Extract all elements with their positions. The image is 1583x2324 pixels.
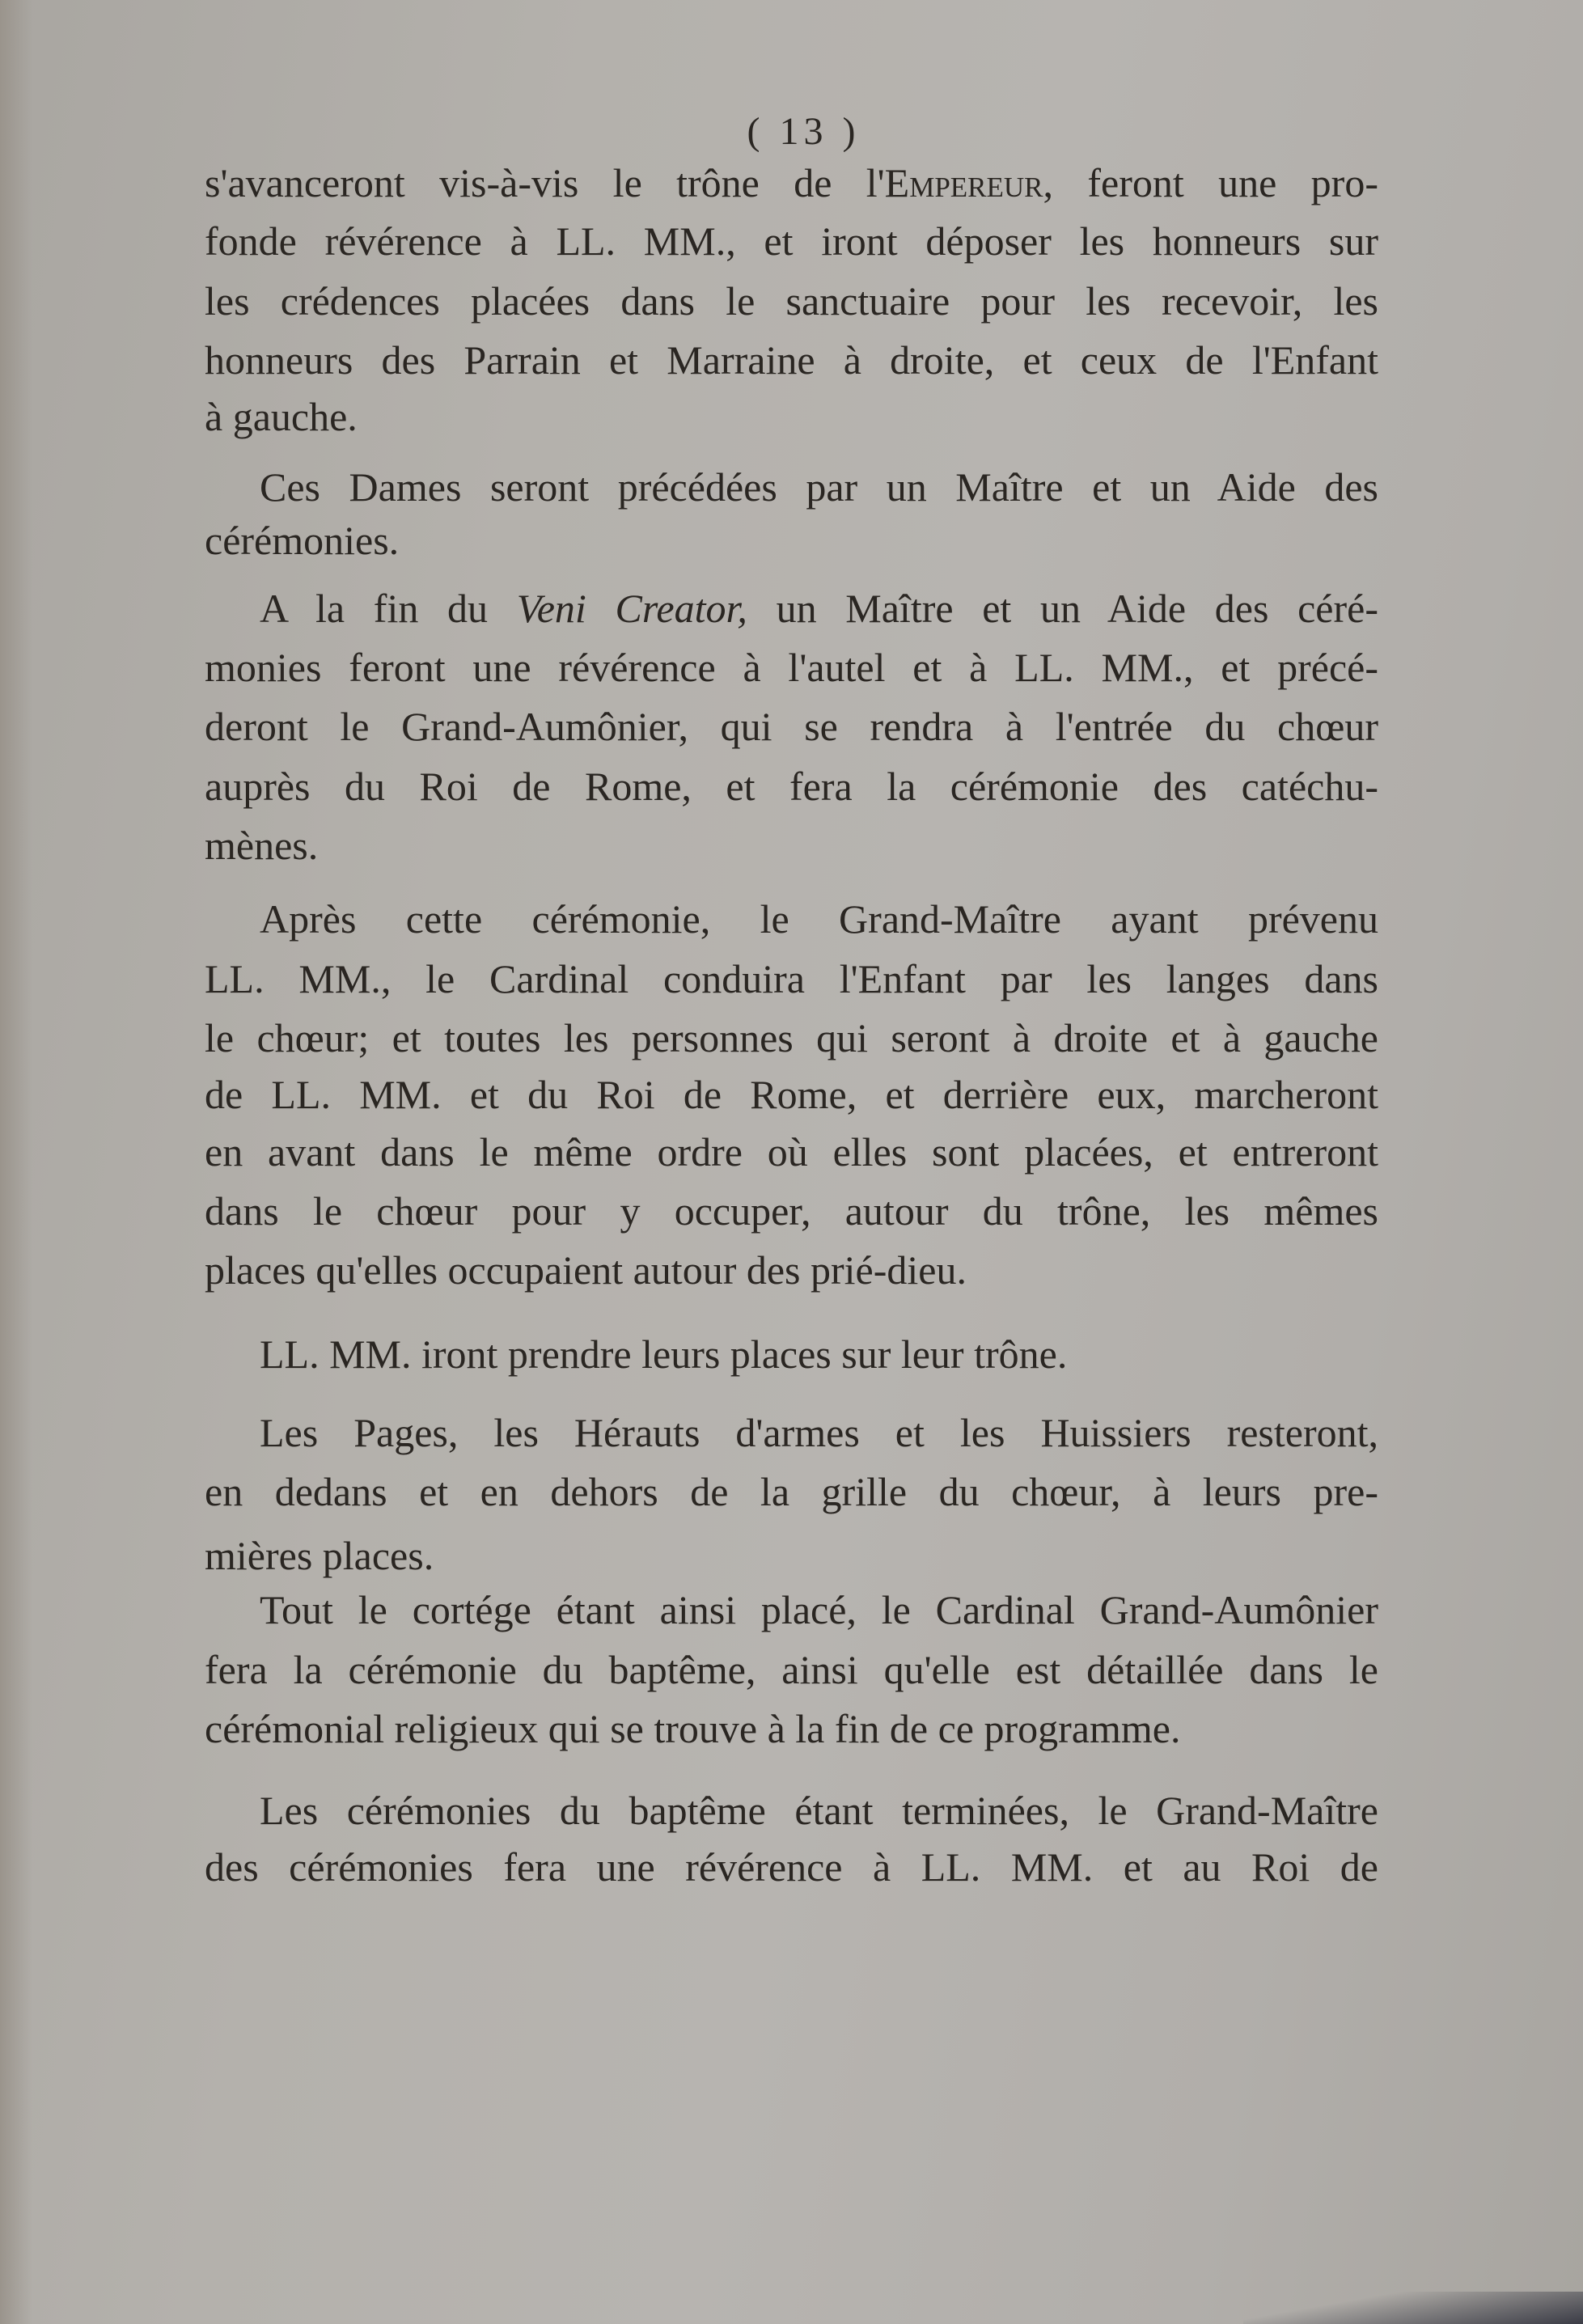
text-line: Tout le cortége étant ainsi placé, le Cardinal Grand-Aumônier <box>260 1587 1378 1632</box>
text-line: de LL. MM. et du Roi de Rome, et derrière eux, marcheront <box>205 1072 1378 1117</box>
text-line: Les Pages, les Hérauts d'armes et les Huissiers resteront, <box>260 1410 1378 1455</box>
text-line: monies feront une révérence à l'autel et à LL. MM., et précé- <box>205 645 1378 690</box>
page-spine-shadow <box>0 0 32 2324</box>
text-run: un Maître et un Aide des céré- <box>747 586 1378 631</box>
text-line: mènes. <box>205 823 319 868</box>
text-line: auprès du Roi de Rome, et fera la cérémonie des catéchu- <box>205 764 1378 809</box>
text-line: dans le chœur pour y occuper, autour du trône, les mêmes <box>205 1188 1378 1234</box>
page-number: ( 13 ) <box>747 110 861 153</box>
text-line: Après cette cérémonie, le Grand-Maître ayant prévenu <box>260 896 1378 942</box>
text-line: en dedans et en dehors de la grille du chœur, à leurs pre- <box>205 1469 1378 1514</box>
text-run: , feront une pro- <box>1043 160 1378 205</box>
text-line: mières places. <box>205 1533 434 1578</box>
text-line: des cérémonies fera une révérence à LL. MM. et au Roi de <box>205 1844 1378 1890</box>
text-line: les crédences placées dans le sanctuaire pour les recevoir, les <box>205 278 1378 324</box>
text-line: LL. MM., le Cardinal conduira l'Enfant par les langes dans <box>205 956 1378 1001</box>
text-run: A la fin du <box>260 586 517 631</box>
text-line: Les cérémonies du baptême étant terminées, le Grand-Maître <box>260 1788 1378 1833</box>
text-line: le chœur; et toutes les personnes qui seront à droite et à gauche <box>205 1015 1378 1060</box>
italic-run: Veni Creator, <box>516 586 747 631</box>
text-run: s'avanceront vis-à-vis le trône de l' <box>205 160 885 205</box>
text-line: LL. MM. iront prendre leurs places sur leur trône. <box>260 1331 1068 1377</box>
text-line: cérémonies. <box>205 518 400 563</box>
text-line: à gauche. <box>205 394 358 439</box>
text-line: deront le Grand-Aumônier, qui se rendra à l'entrée du chœur <box>205 704 1378 749</box>
text-line: cérémonial religieux qui se trouve à la fin de ce programme. <box>205 1706 1181 1751</box>
text-line: fera la cérémonie du baptême, ainsi qu'elle est détaillée dans le <box>205 1647 1378 1692</box>
text-line: honneurs des Parrain et Marraine à droite, et ceux de l'Enfant <box>205 337 1378 383</box>
page-edge-shadow <box>1243 2292 1583 2324</box>
small-caps-run: Empereur <box>884 160 1043 205</box>
text-line <box>205 159 1378 207</box>
text-line: fonde révérence à LL. MM., et iront déposer les honneurs sur <box>205 218 1378 264</box>
text-line <box>205 584 1378 633</box>
text-line: places qu'elles occupaient autour des prié-dieu. <box>205 1247 967 1293</box>
text-line: en avant dans le même ordre où elles sont placées, et entreront <box>205 1129 1378 1175</box>
text-line: Ces Dames seront précédées par un Maître et un Aide des <box>260 464 1378 510</box>
